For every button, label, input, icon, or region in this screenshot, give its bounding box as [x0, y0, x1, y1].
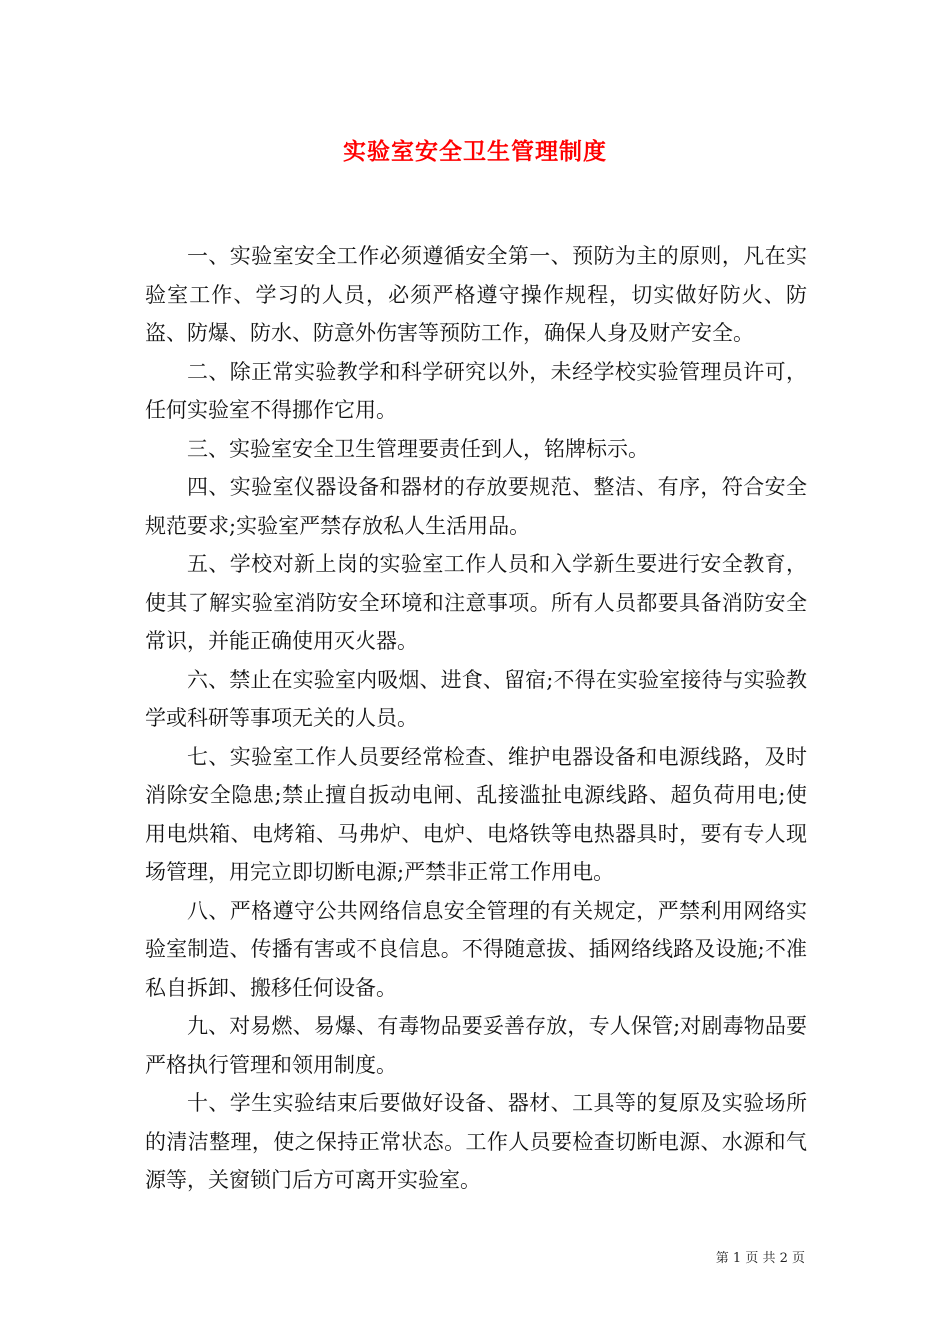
document-body: [145, 237, 807, 1200]
paragraph-10: 十、学生实验结束后要做好设备、器材、工具等的复原及实验场所的清洁整理，使之保持正常状态。工作人员要检查切断电源、水源和气源等，关窗锁门后方可离开实验室。: [145, 1091, 807, 1192]
document-title: 实验室安全卫生管理制度: [343, 138, 607, 165]
paragraph-7: 七、实验室工作人员要经常检查、维护电器设备和电源线路，及时消除安全隐患;禁止擅自扳动电闸、乱接滥扯电源线路、超负荷用电;使用电烘箱、电烤箱、马弗炉、电炉、电烙铁等电热器具时，要有专人现场管理，用完立即切断电源;严禁非正常工作用电。: [145, 744, 807, 884]
paragraph-2: 二、除正常实验教学和科学研究以外，未经学校实验管理员许可，任何实验室不得挪作它用。: [145, 359, 807, 422]
paragraph-4: 四、实验室仪器设备和器材的存放要规范、整洁、有序，符合安全规范要求;实验室严禁存放私人生活用品。: [145, 475, 807, 538]
paragraph-3: 三、实验室安全卫生管理要责任到人，铭牌标示。: [187, 436, 649, 461]
paragraph-9: 九、对易燃、易爆、有毒物品要妥善存放，专人保管;对剧毒物品要严格执行管理和领用制度。: [145, 1014, 807, 1077]
paragraph-8: 八、严格遵守公共网络信息安全管理的有关规定，严禁利用网络实验室制造、传播有害或不良信息。不得随意拔、插网络线路及设施;不准私自拆卸、搬移任何设备。: [145, 898, 807, 1000]
page-number-indicator: 第 1 页 共 2 页: [715, 1251, 805, 1266]
paragraph-5: 五、学校对新上岗的实验室工作人员和入学新生要进行安全教育，使其了解实验室消防安全环境和注意事项。所有人员都要具备消防安全常识，并能正确使用灭火器。: [145, 552, 807, 653]
paragraph-6: 六、禁止在实验室内吸烟、进食、留宿;不得在实验室接待与实验教学或科研等事项无关的人员。: [145, 667, 807, 730]
paragraph-1: 一、实验室安全工作必须遵循安全第一、预防为主的原则，凡在实验室工作、学习的人员，必须严格遵守操作规程，切实做好防火、防盗、防爆、防水、防意外伤害等预防工作，确保人身及财产安全。: [145, 244, 807, 345]
